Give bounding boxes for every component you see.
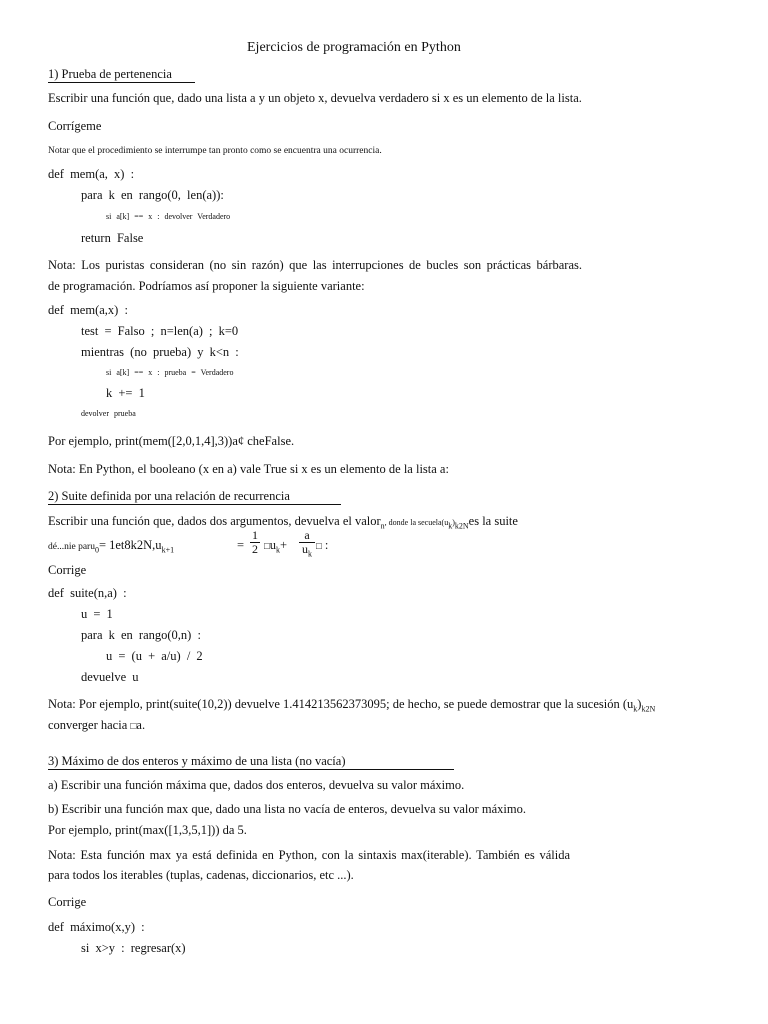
section-2-definition: dé...nie paru$_0$= $1et8k2N,u_{k+1}$ xyxy=(48,538,175,555)
section-2-heading: 2) Suite definida por una relación de recurrencia xyxy=(48,489,341,505)
section-3-nota-2: para todos los iterables (tuplas, cadenas, diccionarios, etc ...). xyxy=(48,868,354,882)
code-line: si x>y : regresar(x) xyxy=(81,941,186,955)
section-3-example: Por ejemplo, print(max([1,3,5,1])) da 5. xyxy=(48,823,247,837)
code-line: def máximo(x,y) : xyxy=(48,920,145,934)
code-line: def mem(a, x) : xyxy=(48,167,135,181)
section-1-statement: Escribir una función que, dado una lista a y un objeto x, devuelva verdadero si x es un elemento de la lista. xyxy=(48,91,582,105)
section-2-nota: Nota: Por ejemplo, print(suite(10,2)) devuelve 1.414213562373095; de hecho, se puede demostrar que la sucesión $(u_k)_{k2N}$ xyxy=(48,697,656,714)
code-line: u = (u + a/u) / 2 xyxy=(106,649,203,663)
code-line: mientras (no prueba) y k<n : xyxy=(81,345,239,359)
section-1-nota-1b: de programación. Podríamos así proponer la siguiente variante: xyxy=(48,279,365,293)
section-3-a: a) Escribir una función máxima que, dados dos enteros, devuelva su valor máximo. xyxy=(48,778,465,792)
section-2-statement: Escribir una función que, dados dos argumentos, devuelva el valor$_n$, donde la $secuela(u_k)_{k2N}es$ la suite xyxy=(48,514,518,531)
page-title: Ejercicios de programación en Python xyxy=(247,40,461,55)
code-line: si a[k] == x : devolver Verdadero xyxy=(106,212,231,221)
section-1-nota-1: Nota: Los puristas consideran (no sin razón) que las interrupciones de bucles son prácticas bárbaras. xyxy=(48,258,582,272)
code-line: para k en rango(0,n) : xyxy=(81,628,201,642)
section-3-corrige: Corrige xyxy=(48,895,87,909)
recurrence-term: $□u_k+$ xyxy=(264,538,288,555)
equals-sign: = xyxy=(237,538,245,552)
code-line: test = Falso ; n=len(a) ; k=0 xyxy=(81,324,239,338)
code-line: devuelve u xyxy=(81,670,139,684)
code-line: devolver prueba xyxy=(81,409,136,418)
code-line: si a[k] == x : prueba = Verdadero xyxy=(106,368,234,377)
section-3-heading: 3) Máximo de dos enteros y máximo de una lista (no vacía) xyxy=(48,754,454,770)
code-line: def mem(a,x) : xyxy=(48,303,128,317)
section-1-corrige: Corrígeme xyxy=(48,119,102,133)
section-1-nota-2: Nota: En Python, el booleano (x en a) vale True si x es un elemento de la lista a: xyxy=(48,462,449,476)
section-2-corrige: Corrige xyxy=(48,563,87,577)
fraction-half: 1 2 xyxy=(252,528,258,556)
code-line: k += 1 xyxy=(106,386,145,400)
section-1-example: Por ejemplo, print(mem([2,0,1,4],3))a¢ cheFalse. xyxy=(48,434,295,448)
section-3-nota: Nota: Esta función max ya está definida en Python, con la sintaxis max(iterable). También es válida xyxy=(48,848,570,862)
section-2-nota-2: converger hacia □a. xyxy=(48,718,146,732)
section-3-b: b) Escribir una función max que, dado una lista no vacía de enteros, devuelva su valor máximo. xyxy=(48,802,526,816)
code-line: return False xyxy=(81,231,144,245)
section-1-note: Notar que el procedimiento se interrumpe tan pronto como se encuentra una ocurrencia. xyxy=(48,146,382,156)
code-line: def suite(n,a) : xyxy=(48,586,127,600)
code-line: para k en rango(0, len(a)): xyxy=(81,188,224,202)
section-1-heading: 1) Prueba de pertenencia xyxy=(48,67,195,83)
fraction-a-over-uk: a $u_k$ xyxy=(299,529,315,560)
recurrence-end: □ : xyxy=(316,538,329,552)
code-line: u = 1 xyxy=(81,607,113,621)
